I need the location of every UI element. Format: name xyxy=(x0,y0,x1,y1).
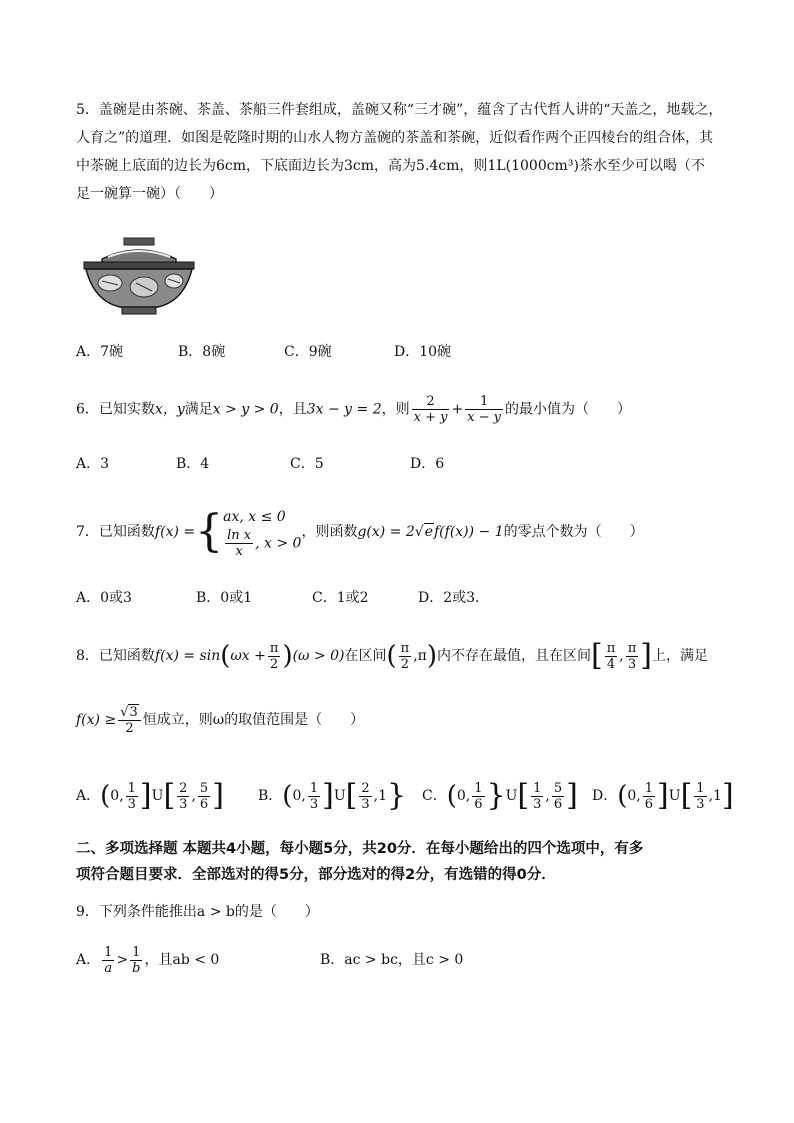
q7-prefix: 7．已知函数 xyxy=(76,524,155,540)
q8-a-a3d: 6 xyxy=(199,796,209,812)
q8-line2-fx: f(x) ≥ xyxy=(76,712,117,728)
q6-mid3: ，则 xyxy=(381,401,410,418)
q8-option-a[interactable]: A．(0, $\frac{1}{3}$ ]U[ $\frac{2}{3}$ , $\frac{5}{6}$ ] xyxy=(76,778,224,813)
q6-fraction-1 xyxy=(412,394,450,425)
q8-int2-b xyxy=(626,641,639,672)
q5-line-1: 5．盖碗是由茶碗、茶盖、茶船三件套组成，盖碗又称“三才碗”，蕴含了古代哲人讲的“天盖之，地载之， xyxy=(76,102,723,118)
q6-condition: x > y > 0 xyxy=(212,401,279,418)
q9-a-n1: 1 xyxy=(104,944,113,960)
q8-c-a1d: 6 xyxy=(474,796,483,812)
q7-case-1: ax, x ≤ 0 xyxy=(223,508,286,525)
q6-f2-den: x − y xyxy=(467,410,502,425)
question-7: 7．已知函数f(x) ={ ax, x ≤ 0 $\frac{\text{ln x}}{x}$ , x > 0 ，则函数g(x) = 2√ef(f(x)) − 1的零点个数为（ ） xyxy=(76,506,644,559)
q6-plus: + xyxy=(451,401,464,418)
q8-int2-b-num: π xyxy=(627,640,637,656)
q6-f2-num: 1 xyxy=(465,394,503,410)
q8-b-a3: 1 xyxy=(378,788,387,804)
q7-gx-rest: f(f(x)) − 1 xyxy=(434,524,504,540)
q8-int1-a-den: 2 xyxy=(400,656,410,672)
q6-mid2: ，且 xyxy=(278,401,307,418)
q8-option-b[interactable]: B．(0, $\frac{1}{3}$ ]U[ $\frac{2}{3}$ ,1} xyxy=(258,778,407,813)
q5-line-3: 中茶碗上底面的边长为6cm，下底面边长为3cm，高为5.4cm，则1L(1000cm³)茶水至少可以喝（不 xyxy=(76,158,705,174)
q8-b-a2d: 3 xyxy=(361,796,370,812)
q6-option-a[interactable]: A．3 xyxy=(76,456,110,472)
q8-a-a2d: 3 xyxy=(179,796,188,812)
q5-option-b[interactable]: B．8碗 xyxy=(178,344,226,360)
q8-c-a3d: 6 xyxy=(553,796,563,812)
q6-f1-den: x + y xyxy=(413,410,448,425)
gaiwan-bowl-image xyxy=(80,235,198,317)
q6-option-d[interactable]: D．6 xyxy=(410,456,445,472)
q8-d-a1n: 1 xyxy=(644,780,654,796)
q7-piecewise xyxy=(223,506,301,559)
q8-int2-b-den: 3 xyxy=(627,656,637,672)
q7-mid: ，则函数 xyxy=(301,524,358,540)
q8-a-a1d: 3 xyxy=(127,796,136,812)
q8-omega-cond: (ω > 0) xyxy=(292,648,345,664)
q6-vars: x，y xyxy=(154,401,185,418)
q8-option-a-label: A． xyxy=(76,788,101,804)
q8-b-a1n: 1 xyxy=(309,780,319,796)
q8-int2-a-num: π xyxy=(606,640,616,656)
q8-d-a2d: 3 xyxy=(696,796,705,812)
q6-prefix: 6．已知实数 xyxy=(76,401,155,418)
q8-int2-a xyxy=(605,641,618,672)
q8-sqrt3: 3 xyxy=(129,704,138,720)
q8-option-c[interactable]: C．(0, $\frac{1}{6}$ }U[ $\frac{1}{3}$ , $\frac{5}{6}$ ] xyxy=(422,778,578,813)
q6-fraction-2 xyxy=(465,394,503,425)
q5-option-c[interactable]: C．9碗 xyxy=(284,344,332,360)
q8-inner: ωx + xyxy=(230,648,266,664)
q8-c-a2n: 1 xyxy=(533,780,542,796)
q8-a-a1n: 1 xyxy=(127,780,136,796)
q8-d-a3: 1 xyxy=(713,788,722,804)
q6-f1-num: 2 xyxy=(412,394,450,410)
question-8-line-2 xyxy=(76,700,726,740)
q8-pi: π xyxy=(269,640,279,656)
q8-int1-a-num: π xyxy=(400,640,410,656)
q7-sqrt-e: e xyxy=(424,524,433,540)
q8-d-a1d: 6 xyxy=(644,796,654,812)
section-2-heading xyxy=(76,836,736,888)
question-8: 8．已知函数f(x) = sin(ωx + $\frac{\pi}{2}$ )(ω > 0)在区间( $\frac{\pi}{2}$ ,π)内不存在最值，且在区间[ $\frac{\pi}{4}$ , $\frac{\pi}{3}$ ]上，满足 xyxy=(76,638,708,673)
q8-int2-a-den: 4 xyxy=(606,656,616,672)
q8-pi-over-2 xyxy=(268,641,281,672)
q7-case2-num: ln x xyxy=(227,527,252,543)
q8-a-a2n: 2 xyxy=(179,780,188,796)
q9-option-a[interactable] xyxy=(76,940,219,980)
q9-a-gt: > xyxy=(116,952,129,968)
q7-option-a[interactable]: A．0或3 xyxy=(76,590,132,606)
q7-suffix: 的零点个数为（ ） xyxy=(503,524,644,540)
question-6 xyxy=(76,394,726,425)
q9-a-rest: ，且ab < 0 xyxy=(144,952,220,968)
q5-line-4: 足一碗算一碗）（ ） xyxy=(76,186,223,202)
q8-mid1: 在区间 xyxy=(344,648,387,664)
q9-a-d2: b xyxy=(132,960,141,976)
q8-two: 2 xyxy=(270,656,279,672)
q6-option-c[interactable]: C．5 xyxy=(290,456,324,472)
q5-option-d[interactable]: D．10碗 xyxy=(394,344,452,360)
q8-mid2: 内不存在最值，且在区间 xyxy=(437,648,591,664)
q8-c-a1n: 1 xyxy=(474,780,483,796)
q9-option-b[interactable]: B．ac > bc，且c > 0 xyxy=(320,952,464,968)
q6-equation: 3x − y = 2 xyxy=(306,401,382,418)
q7-case2-den: x xyxy=(235,543,243,559)
q6-mid1: 满足 xyxy=(184,401,213,418)
q8-int1-a xyxy=(399,641,412,672)
question-5 xyxy=(76,96,726,208)
q7-option-b[interactable]: B．0或1 xyxy=(196,590,253,606)
q7-case-2-frac xyxy=(225,528,253,559)
q5-option-a[interactable]: A．7碗 xyxy=(76,344,124,360)
q8-sqrt3-over-2: $\frac{√3}{2}$ xyxy=(118,705,141,736)
q9-a-d1: a xyxy=(104,960,113,976)
q8-option-d[interactable]: D．(0, $\frac{1}{6}$ ]U[ $\frac{1}{3}$ ,1] xyxy=(592,778,734,813)
q8-b-a2n: 2 xyxy=(361,780,370,796)
q8-d-a2n: 1 xyxy=(696,780,705,796)
q9-a-n2: 1 xyxy=(130,945,142,961)
q8-option-d-label: D． xyxy=(592,788,618,804)
q7-brace: { xyxy=(195,506,224,557)
section-2-line-2: 项符合题目要求．全部选对的得5分，部分选对的得2分，有选错的得0分． xyxy=(76,867,556,883)
q7-fx: f(x) = xyxy=(154,524,196,540)
q7-gx: g(x) = 2 xyxy=(357,524,415,540)
q7-option-d[interactable]: D．2或3． xyxy=(418,590,490,606)
q8-fx: f(x) = sin xyxy=(154,648,221,664)
q7-case-2-cond: , x > 0 xyxy=(255,535,302,551)
q8-option-c-label: C． xyxy=(422,788,447,804)
q8-option-b-label: B． xyxy=(258,788,283,804)
q5-line-2: 人育之”的道理．如图是乾隆时期的山水人物方盖碗的茶盖和茶碗，近似看作两个正四棱台的组合体，其 xyxy=(76,130,714,146)
q8-line2-suffix: 恒成立，则ω的取值范围是（ ） xyxy=(142,712,365,728)
q8-c-a3n: 5 xyxy=(553,780,563,796)
q8-mid3: 上，满足 xyxy=(651,648,708,664)
section-2-line-1: 二、多项选择题 本题共4小题，每小题5分，共20分．在每小题给出的四个选项中，有多 xyxy=(76,841,644,857)
q6-suffix: 的最小值为（ ） xyxy=(505,401,632,418)
q8-prefix: 8．已知函数 xyxy=(76,648,155,664)
q8-sqrt-den: 2 xyxy=(125,720,134,736)
q8-a-a3n: 5 xyxy=(199,780,209,796)
q7-option-c[interactable]: C．1或2 xyxy=(312,590,369,606)
question-9: 9．下列条件能推出a > b的是（ ） xyxy=(76,904,319,920)
q9-option-a-label: A． xyxy=(76,952,101,968)
q8-int1-b: ,π xyxy=(413,648,427,664)
q8-b-a1d: 3 xyxy=(309,796,319,812)
q6-option-b[interactable]: B．4 xyxy=(176,456,210,472)
q8-c-a2d: 3 xyxy=(533,796,542,812)
